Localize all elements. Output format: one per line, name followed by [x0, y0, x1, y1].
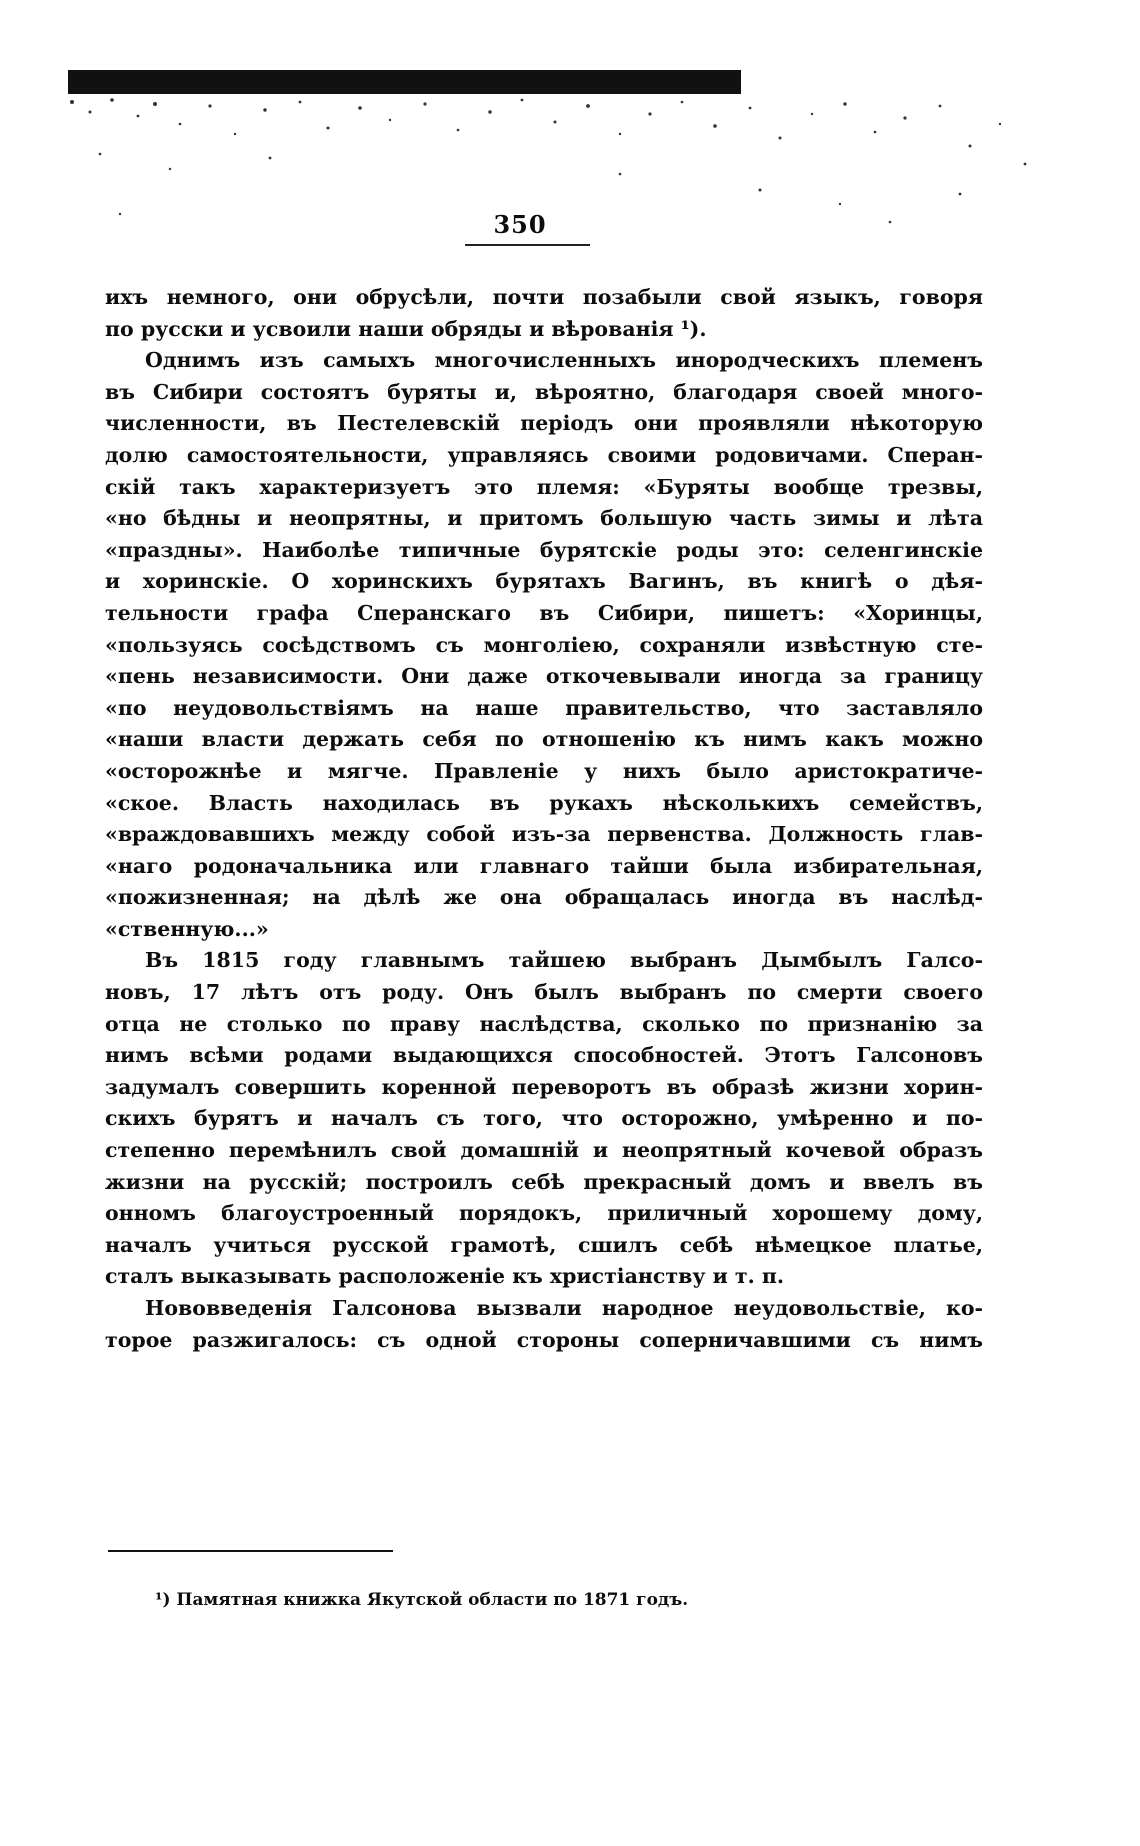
text-line: «наго родоначальника или главнаго тайши была избирательная,: [105, 853, 983, 878]
text-line: «но бѣдны и неопрятны, и притомъ большую часть зимы и лѣта: [105, 506, 983, 531]
text-line: «пень независимости. Они даже откочевывали иногда за границу: [105, 664, 983, 689]
text-line: скій такъ характеризуетъ это племя: «Буряты вообще трезвы,: [105, 474, 983, 499]
text-line: въ Сибири состоятъ буряты и, вѣроятно, благодаря своей много-: [105, 379, 983, 404]
footnote: ¹) Памятная книжка Якутской области по 1871 годъ.: [155, 1590, 689, 1610]
text-line: «пожизненная; на дѣлѣ же она обращалась иногда въ наслѣд-: [105, 885, 983, 910]
text-line: отца не столько по праву наслѣдства, сколько по признанію за: [105, 1011, 983, 1036]
text-line: долю самостоятельности, управляясь своими родовичами. Сперан-: [105, 442, 983, 467]
text-line: по русски и усвоили наши обряды и вѣрованія ¹).: [105, 316, 707, 341]
text-line: «пользуясь сосѣдствомъ съ монголіею, сохраняли извѣстную сте-: [105, 632, 983, 657]
text-line: «ственную...»: [105, 916, 269, 941]
text-line: «по неудовольствіямъ на наше правительство, что заставляло: [105, 695, 983, 720]
footnote-divider: [108, 1550, 393, 1552]
body-text: [105, 282, 983, 1356]
text-line: онномъ благоустроенный порядокъ, приличный хорошему дому,: [105, 1201, 983, 1226]
text-line: «наши власти держать себя по отношенію къ нимъ какъ можно: [105, 727, 983, 752]
text-line: новъ, 17 лѣтъ отъ роду. Онъ былъ выбранъ по смерти своего: [105, 980, 983, 1005]
text-line: торое разжигалось: съ одной стороны соперничавшими съ нимъ: [105, 1327, 983, 1352]
page-number: 350: [493, 210, 547, 239]
text-line: Въ 1815 году главнымъ тайшею выбранъ Дымбылъ Галсо-: [145, 948, 983, 973]
text-line: началъ учиться русской грамотѣ, сшилъ себѣ нѣмецкое платье,: [105, 1232, 983, 1257]
text-line: задумалъ совершить коренной переворотъ въ образѣ жизни хорин-: [105, 1074, 983, 1099]
text-line: скихъ бурятъ и началъ съ того, что осторожно, умѣренно и по-: [105, 1106, 983, 1131]
top-scan-bar: [68, 70, 741, 94]
text-line: степенно перемѣнилъ свой домашній и неопрятный кочевой образъ: [105, 1138, 983, 1163]
text-line: «осторожнѣе и мягче. Правленіе у нихъ было аристократиче-: [105, 758, 983, 783]
text-line: и хоринскіе. О хоринскихъ бурятахъ Вагинъ, въ книгѣ о дѣя-: [105, 569, 983, 594]
text-line: нимъ всѣми родами выдающихся способностей. Этотъ Галсоновъ: [105, 1043, 983, 1068]
text-line: «ское. Власть находилась въ рукахъ нѣсколькихъ семействъ,: [105, 790, 983, 815]
text-line: численности, въ Пестелевскій періодъ они проявляли нѣкоторую: [105, 411, 983, 436]
text-line: ихъ немного, они обрусѣли, почти позабыли свой языкъ, говоря: [105, 285, 983, 309]
text-line: Нововведенія Галсонова вызвали народное неудовольствіе, ко-: [145, 1296, 983, 1320]
text-line: Однимъ изъ самыхъ многочисленныхъ инородческихъ племенъ: [145, 348, 983, 373]
text-line: сталъ выказывать расположеніе къ христіанству и т. п.: [105, 1264, 785, 1289]
text-line: тельности графа Сперанскаго въ Сибири, пишетъ: «Хоринцы,: [105, 600, 983, 625]
page-header: [440, 210, 600, 239]
page-number-underline: [465, 244, 590, 246]
text-line: «праздны». Наиболѣе типичные бурятскіе роды это: селенгинскіе: [105, 537, 983, 562]
text-line: «враждовавшихъ между собой изъ-за первенства. Должность глав-: [105, 822, 983, 847]
text-line: жизни на русскій; построилъ себѣ прекрасный домъ и ввелъ въ: [105, 1169, 983, 1194]
